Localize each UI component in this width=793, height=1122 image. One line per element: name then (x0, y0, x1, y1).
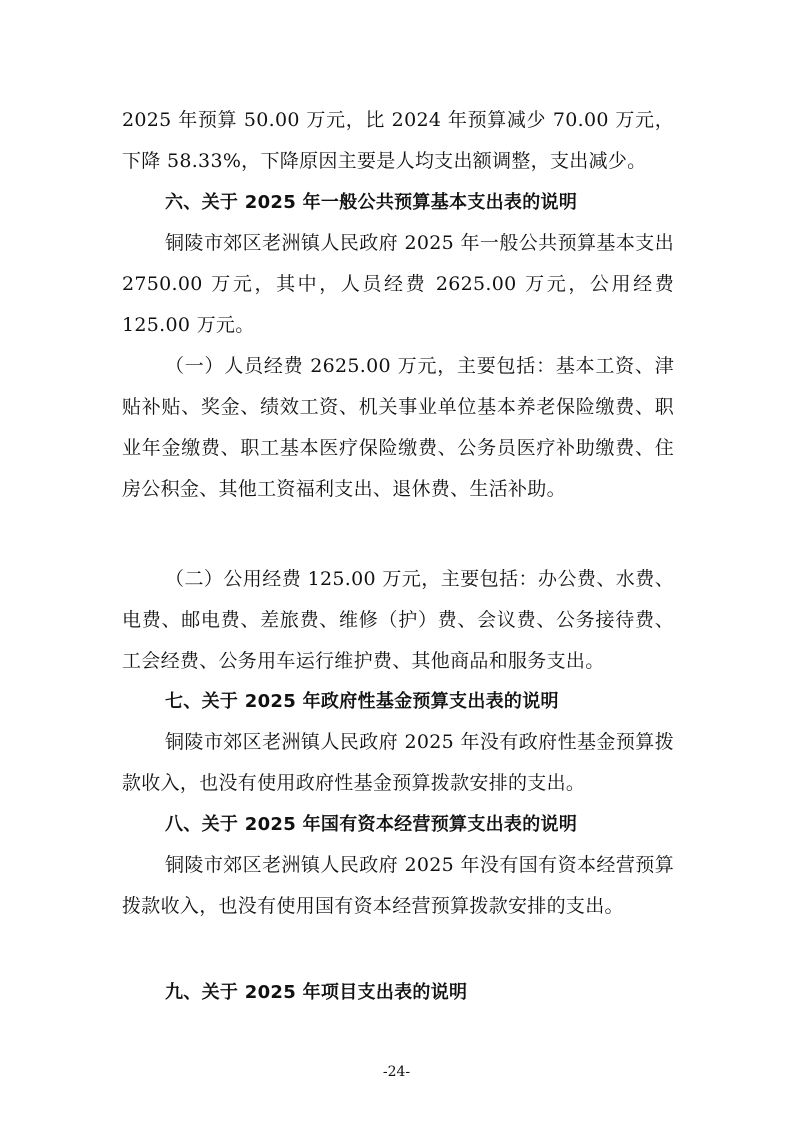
paragraph-public-expenses: （二）公用经费 125.00 万元，主要包括：办公费、水费、电费、邮电费、差旅费、维修（护）费、会议费、公务接待费、工会经费、公务用车运行维护费、其他商品和服务支出。 (122, 568, 674, 672)
heading-section-9: 九、关于 2025 年项目支出表的说明 (165, 982, 468, 1003)
paragraph-state-capital: 铜陵市郊区老洲镇人民政府 2025 年没有国有资本经营预算拨款收入，也没有使用国有资本经营预算拨款安排的支出。 (122, 854, 674, 917)
heading-section-6: 六、关于 2025 年一般公共预算基本支出表的说明 (165, 192, 578, 213)
page-number: -24- (382, 1064, 411, 1080)
paragraph-basic-expenditure: 铜陵市郊区老洲镇人民政府 2025 年一般公共预算基本支出 2750.00 万元，其中，人员经费 2625.00 万元，公用经费 125.00 万元。 (122, 232, 674, 336)
paragraph-personnel-expenses: （一）人员经费 2625.00 万元，主要包括：基本工资、津贴补贴、奖金、绩效工资、机关事业单位基本养老保险缴费、职业年金缴费、职工基本医疗保险缴费、公务员医疗补助缴费、住房公积金、其他工资福利支出、退休费、生活补助。 (122, 355, 674, 500)
heading-section-8: 八、关于 2025 年国有资本经营预算支出表的说明 (165, 814, 578, 835)
heading-section-7: 七、关于 2025 年政府性基金预算支出表的说明 (165, 691, 559, 712)
paragraph-budget-change: 2025 年预算 50.00 万元，比 2024 年预算减少 70.00 万元，下降 58.33%，下降原因主要是人均支出额调整，支出减少。 (122, 109, 674, 172)
paragraph-government-fund: 铜陵市郊区老洲镇人民政府 2025 年没有政府性基金预算拨款收入，也没有使用政府性基金预算拨款安排的支出。 (122, 731, 674, 794)
